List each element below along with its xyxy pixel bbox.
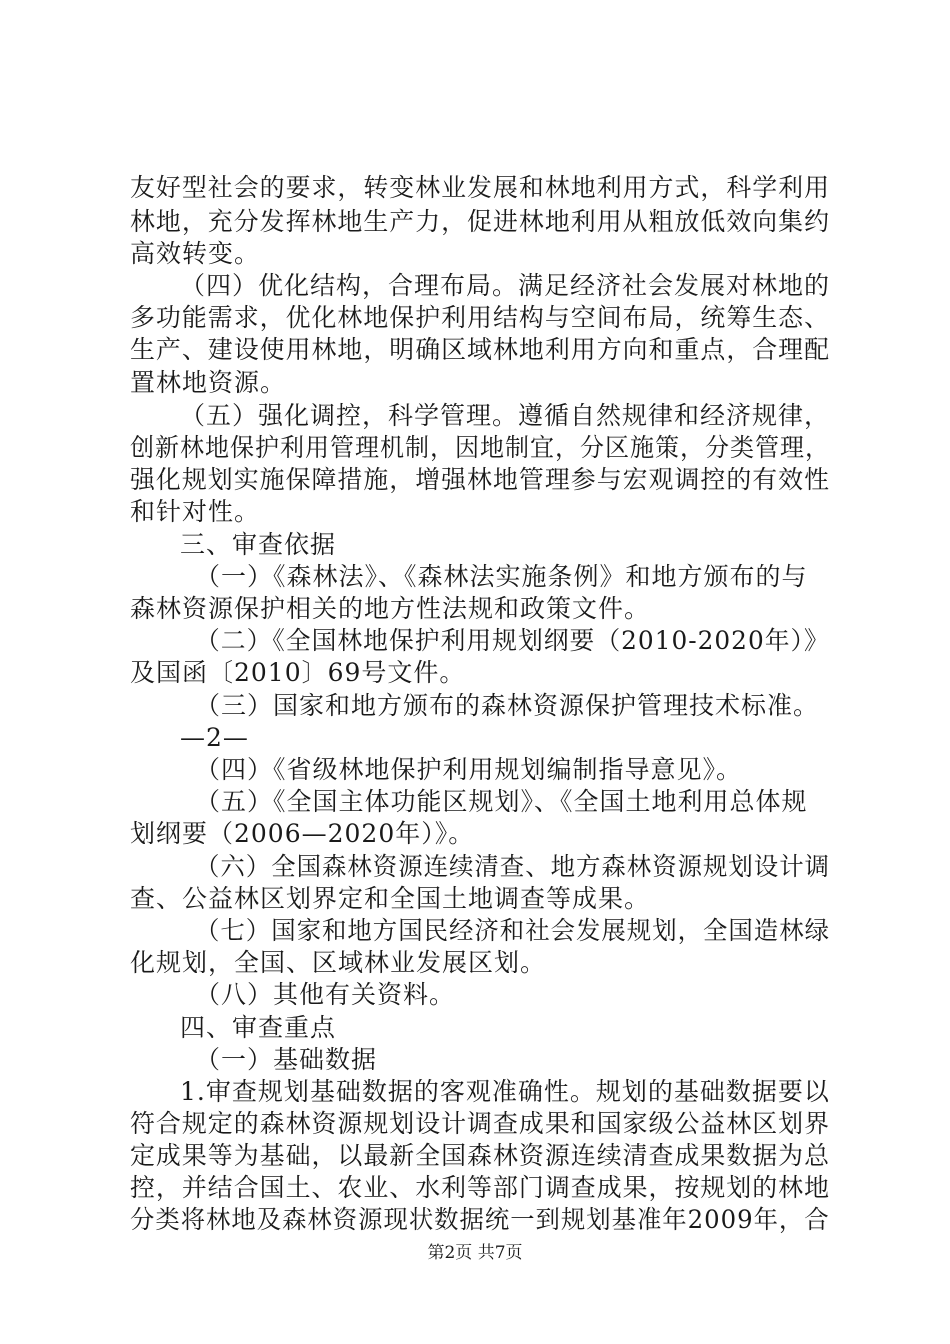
body-text-line: 强化规划实施保障措施，增强林地管理参与宏观调控的有效性 — [130, 465, 831, 494]
body-text-line: 划纲要（2006—2020年）》。 — [130, 819, 475, 848]
section-heading: 四、审查重点 — [180, 1013, 337, 1042]
paragraph-heading-five: （五）强化调控，科学管理。遵循自然规律和经济规律， — [180, 401, 831, 430]
body-text-line: 和针对性。 — [130, 497, 261, 526]
body-text-line: 多功能需求，优化林地保护利用结构与空间布局，统筹生态、 — [130, 303, 831, 332]
body-text-line: 化规划，全国、区域林业发展区划。 — [130, 948, 547, 977]
body-text-line: 高效转变。 — [130, 239, 261, 268]
list-item: （六）全国森林资源连续清查、地方森林资源规划设计调 — [195, 852, 831, 881]
list-item: （三）国家和地方颁布的森林资源保护管理技术标准。 — [195, 691, 820, 720]
body-text-line: 置林地资源。 — [130, 368, 287, 397]
list-item: （五）《全国主体功能区规划》、《全国土地利用总体规 — [195, 787, 808, 816]
list-item: （四）《省级林地保护利用规划编制指导意见》。 — [195, 755, 743, 784]
body-text-line: 林地，充分发挥林地生产力，促进林地利用从粗放低效向集约 — [130, 207, 831, 236]
list-item: （一）《森林法》、《森林法实施条例》和地方颁布的与 — [195, 562, 808, 591]
body-text-line: 及国函〔2010〕69号文件。 — [130, 658, 466, 687]
body-text-line: 符合规定的森林资源规划设计调查成果和国家级公益林区划界 — [130, 1109, 831, 1138]
list-item: （八）其他有关资料。 — [195, 980, 456, 1009]
subsection-heading: （一）基础数据 — [195, 1045, 378, 1074]
body-text-line: 1.审查规划基础数据的客观准确性。规划的基础数据要以 — [180, 1077, 830, 1106]
body-text-line: 友好型社会的要求，转变林业发展和林地利用方式，科学利用 — [130, 173, 831, 202]
body-text-line: 分类将林地及森林资源现状数据统一到规划基准年2009年，合 — [130, 1205, 830, 1234]
list-item: （二）《全国林地保护利用规划纲要（2010-2020年）》 — [195, 626, 830, 655]
body-text-line: 控，并结合国土、农业、水利等部门调查成果，按规划的林地 — [130, 1173, 831, 1202]
body-text-line: 查、公益林区划界定和全国土地调查等成果。 — [130, 884, 651, 913]
body-text-line: 创新林地保护利用管理机制，因地制宜，分区施策，分类管理， — [130, 433, 830, 462]
body-text-line: 生产、建设使用林地，明确区域林地利用方向和重点，合理配 — [130, 335, 831, 364]
page-number-marker: —2— — [180, 723, 249, 752]
list-item: （七）国家和地方国民经济和社会发展规划，全国造林绿 — [195, 916, 831, 945]
page-footer: 第2页 共7页 — [427, 1243, 523, 1263]
body-text-line: 定成果等为基础，以最新全国森林资源连续清查成果数据为总 — [130, 1141, 831, 1170]
section-heading: 三、审查依据 — [180, 530, 337, 559]
paragraph-heading-four: （四）优化结构，合理布局。满足经济社会发展对林地的 — [180, 271, 831, 300]
body-text-line: 森林资源保护相关的地方性法规和政策文件。 — [130, 594, 651, 623]
